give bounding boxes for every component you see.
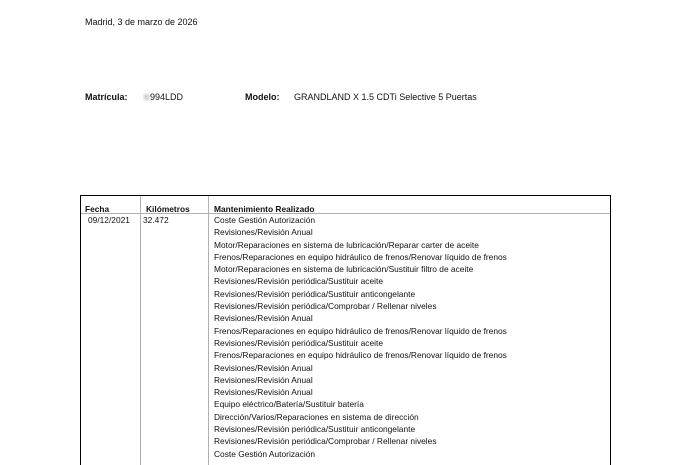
list-item: Revisiones/Revisión periódica/Comprobar / Rellenar niveles	[214, 436, 437, 447]
list-item: Revisiones/Revisión periódica/Sustituir anticongelante	[214, 288, 416, 299]
plate-value-wrap	[143, 92, 183, 102]
header-km: Kilómetros	[146, 204, 190, 214]
list-item: Revisiones/Revisión Anual	[214, 387, 313, 398]
plate-value: 994LDD	[150, 92, 184, 102]
list-item: Revisiones/Revisión Anual	[214, 227, 313, 238]
header-maintenance: Mantenimiento Realizado	[214, 204, 315, 214]
list-item: Revisiones/Revisión Anual	[214, 362, 313, 373]
maintenance-table	[80, 195, 611, 465]
column-divider	[140, 196, 141, 465]
list-item: Motor/Reparaciones en sistema de lubricación/Reparar carter de aceite	[214, 239, 479, 250]
list-item: Revisiones/Revisión periódica/Comprobar / Rellenar niveles	[214, 301, 437, 312]
column-divider	[208, 196, 209, 465]
list-item: Revisiones/Revisión periódica/Sustituir anticongelante	[214, 424, 416, 435]
list-item: Revisiones/Revisión periódica/Sustituir aceite	[214, 276, 383, 287]
list-item: Dirección/Varios/Reparaciones en sistema de dirección	[214, 411, 419, 422]
model-label: Modelo:	[245, 92, 280, 102]
header-date: Fecha	[85, 204, 110, 214]
list-item: Frenos/Reparaciones en equipo hidráulico de frenos/Renovar líquido de frenos	[214, 350, 507, 361]
list-item: Revisiones/Revisión Anual	[214, 374, 313, 385]
list-item: Frenos/Reparaciones en equipo hidráulico de frenos/Renovar líquido de frenos	[214, 251, 507, 262]
list-item: Coste Gestión Autorización	[214, 448, 316, 459]
redaction-blur	[143, 93, 150, 101]
list-item: Equipo eléctrico/Batería/Sustituir batería	[214, 399, 364, 410]
row-km: 32.472	[143, 215, 169, 225]
plate-label: Matrícula:	[85, 92, 128, 102]
list-item: Revisiones/Revisión periódica/Sustituir aceite	[214, 337, 383, 348]
list-item: Frenos/Reparaciones en equipo hidráulico de frenos/Renovar líquido de frenos	[214, 325, 507, 336]
row-date: 09/12/2021	[88, 215, 130, 225]
model-value: GRANDLAND X 1.5 CDTi Selective 5 Puertas	[294, 92, 477, 102]
place-date: Madrid, 3 de marzo de 2026	[85, 17, 198, 27]
maintenance-list	[214, 214, 507, 460]
list-item: Motor/Reparaciones en sistema de lubricación/Sustituir filtro de aceite	[214, 264, 474, 275]
list-item: Revisiones/Revisión Anual	[214, 313, 313, 324]
list-item: Coste Gestión Autorización	[214, 215, 316, 225]
